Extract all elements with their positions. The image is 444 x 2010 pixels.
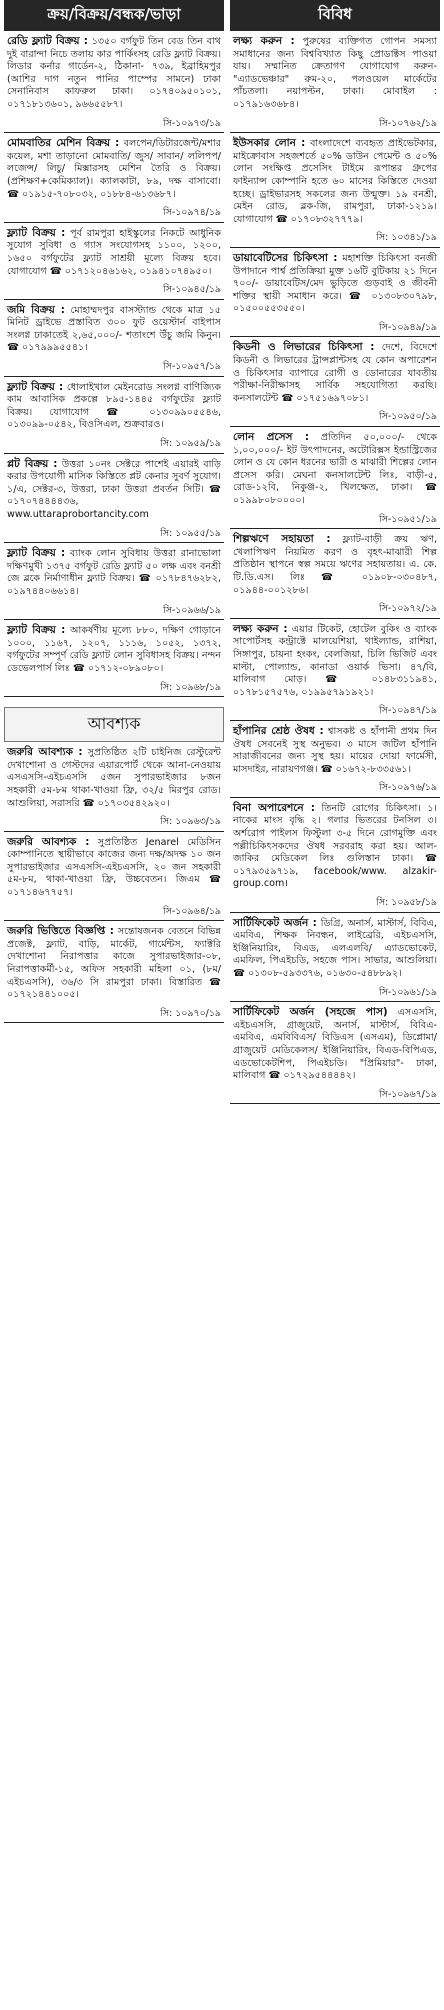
misc-ads	[230, 31, 440, 1104]
wanted-section	[4, 707, 224, 1023]
ad-body: মহাশক্তি চিকিৎসা বনজী উপাদানে পার্শ্ব প্রতিক্রিয়া মুক্ত ১৬টি বুটিকায় ২১ দিনে ৭০০/- ডায়াবেটিস/মেদ ভুড়িতে গুড়বাই ও জীবনী শক্তির স্থায়ী সমাধান করে। ☎ ০১৩০৮৩০৭৯৮, ০১৫০০৫৫৩৫৫০।	[233, 252, 437, 315]
ad-body: পূর্ব রামপুরা হাইস্কুলের নিকটে আধুনিক সুযোগ সুবিধা ও গ্যাস সংযোগসহ ১১০০, ১২০০, ১৬৫০ বর্গফুটের ফ্ল্যাট সাশ্রয়ী মূল্যে বিক্রয় হবে। যোগাযোগ ☎ ০১৭১২০৪৬১৬২, ০১৯৪১০৭৪৯৫০।	[7, 227, 221, 277]
ad-title: জমি বিক্রয় :	[7, 303, 65, 316]
classified-ad	[4, 832, 224, 922]
ad-body: মোহাম্মদপুর বাসস্ট্যান্ড থেকে মাত্র ১৫ মিনিট ড্রাইভে প্রস্তাবিত ৩০০ ফুট ওয়েস্টার্ন বাইপাস সংলগ্ন ঢাকাতেই ২,৬৫,০০০/- শতাংশে উঁচু জমি কিনুন। ☎ ০১৭৯৯৯৫৫৪১।	[7, 304, 221, 354]
classified-ad	[4, 223, 224, 300]
ad-body: দেশে, বিদেশে কিডনী ও লিভারের ট্রান্সপ্লান্টসহ যে কোন অপারেশন ও চিকিৎসার ব্যাপারে রোগী ও ডোনারের যাবতীয় পরীক্ষা-নিরীক্ষাসহ সার্বিক সহযোগিতা করছি। কনসালটেন্ট ☎ ০১৭৫১৬৯৭০৮১।	[233, 342, 437, 404]
ad-reference: সি-১০৯৪৫/১৯	[162, 284, 221, 296]
ad-title: ফ্ল্যাট বিক্রয় :	[7, 226, 66, 239]
ad-reference: সি: ১০৯৬৩/১৯	[160, 816, 221, 828]
classified-ad	[230, 337, 440, 427]
classified-ad	[4, 543, 224, 620]
ad-title: রেডি ফ্ল্যাট বিক্রয় :	[7, 35, 88, 47]
classified-ad	[230, 133, 440, 248]
ad-body: বলপেন/ডিটারজেন্ট/মশার কয়েল, মশা তাড়ানো মোমবাতি/ জুস/ সাবান/ ললিপপ/লজেন্স/ লিচু/ মিক্সারসহ মেশিন তৈরি ও বিক্রয়। (প্রশিক্ষণ+কেমিক্যাল)। ক্যালকাটা, ৮৯, দক্ষ বাসাবো। ☎ ০১৯১৫-৭০৮০৩২, ০১৮৮৪-৬১৩৬৮৭।	[7, 138, 221, 200]
classified-ad	[4, 921, 224, 1023]
ad-title: লোন প্রসেস :	[233, 431, 309, 444]
ad-title: সার্টিফিকেট অর্জন (সহজে পাস)	[233, 1006, 388, 1019]
ad-title: ফ্ল্যাট বিক্রয় :	[7, 380, 64, 393]
ad-body: ব্যাংক লোন সুবিধায় উত্তরা রানাভোলা দক্ষিণমুখী ১৩৭৫ বর্গফুট রেডি ফ্ল্যাট ৫০ লক্ষ এবং বনশ্রী জে ব্লকে নির্মাণাধীন ফ্ল্যাট বিক্রয়। ☎ ০১৭৮৪৭৬২৮২, ০১৯৭৪৪০৬৬১৪।	[7, 548, 221, 597]
classified-ad	[230, 427, 440, 529]
ad-title: কিডনী ও লিভারের চিকিৎসা :	[233, 341, 375, 354]
classified-ad	[4, 377, 224, 454]
misc-header: বিবিধ	[230, 0, 440, 31]
ad-reference: সি: ১০৩৪১/১৯	[376, 232, 437, 244]
ad-body: ধোলাইখাল মেইনরোড সংলগ্ন বাণিজ্যিক কাম আবাসিক প্রকল্পে ৮৯৫-১৪৪৫ বর্গফুটের ফ্ল্যাট বিক্রয়। যোগাযোগ ☎ ০১৩০৯৯০৫৫৪৬, ০১৩০৯৯-০৫৪২, বিওসিএল, শুক্রবারও।	[7, 381, 221, 431]
classified-ad	[230, 798, 440, 913]
classified-ad	[230, 529, 440, 619]
ad-reference: সি: ১০৯৫৮/১৯	[376, 897, 437, 909]
ad-body: তিনটি রোগের চিকিৎসা। ১। নাকের মাংস বৃদ্ধি ২। গলার ভিতরের টনসিল ৩। অর্শরোগ পাইলস ফিস্টুলা ৩-৫ দিনে রোগমুক্তি এবং পল্লীচিকিৎসকদের ঔষধ সরবরাহ করা হয়। আল-জাকির মেডিকেল লিঃ গুলিস্তান ঢাকা। ☎ ০১৭৯৩৫৯৭১৯, facebook/www. alzakir-group.com।	[233, 802, 437, 890]
ad-reference: সি-১০৭৬২/১৯	[378, 117, 437, 129]
ad-reference: সি: ১০৯৫৯/১৯	[160, 438, 221, 450]
ad-body: প্রতিদিন ৫০,০০০/- থেকে ১,০০,০০০/- ইট উৎপাদনের, অটোরিক্সস ইন্ডাস্ট্রিজের লোন ও যে কোন ধরনের ভারী ও মাঝারী শিল্পের লোন প্রসেস করি। মেঘনা কনসালটেন্ট লিঃ, বাড়ী-৫, রোড-১২বি, নিকুঞ্জ-২, খিলক্ষেত, ঢাকা। ☎ ০১৯৯৮০৮০০০০।	[233, 432, 437, 506]
classified-ad	[4, 133, 224, 223]
ad-reference: সি-১০৯৬১/১৯	[378, 986, 437, 998]
ad-reference: সি: ১০৯৫৫/১৯	[160, 527, 221, 539]
ad-body: ফ্ল্যাট-বাড়ী ক্রয় ঋণ, খেলাপিঋণ নিয়মিত করণ ও বৃহৎ-মাঝারী শিল্প প্রতিষ্ঠান স্থাপনে স্বল্প সময়ে ঋণের সহায়তায়। এ. কে. টি.ডি.এস। লিঃ ☎ ০১৯০৮-০৩০৪৮৭, ০১৯৪৪-০০১২৮৬।	[233, 534, 437, 596]
ad-reference: সি-১০৯৪৯/১৯	[378, 321, 437, 333]
ad-body: শ্বাসকষ্ট ও হাঁপানী প্রথম দিন ঔষধ সেবনেই সুস্থ অনুভব। ৩ মাসে জটিল হাঁপানি সারাজীবনের জন্য সুস্থ হয়। মায়ের দোয়া ফার্মেসী, মাসদাইর, নারায়ণগঞ্জ। ☎ ০১৬৭২-৮৩৩৫৬১।	[233, 725, 437, 775]
ad-title: জরুরি আবশ্যক :	[7, 746, 83, 759]
ad-body: সুপ্রতিষ্ঠিত Jenarel মেডিসিন কোম্পানিতে স্থায়ীভাবে কাজের জন্য দক্ষ/অদক্ষ ১০ জন সুপারভাইজার এসএসসি-এইচএসসি, ২০ জন সহকারী ৫ম-৮ম, থাকা-খাওয়া ফ্রি, উচ্চবেতন। জিএম ☎ ০১৭১৪৬৭৭৫৭।	[7, 836, 221, 899]
ad-title: লক্ষ্য করুন :	[233, 622, 288, 635]
classified-ad	[4, 454, 224, 544]
ad-reference: সি-১০৯৬৭/১৯	[378, 1088, 437, 1100]
right-column	[230, 0, 440, 1104]
classified-ad	[230, 31, 440, 133]
buy-sell-ads	[4, 31, 224, 697]
classified-ad	[4, 620, 224, 697]
classified-ad	[230, 1002, 440, 1104]
classified-ad	[230, 721, 440, 798]
ad-title: হাঁপানির শ্রেষ্ঠ ঔষধ :	[233, 724, 324, 737]
wanted-ads	[4, 742, 224, 1023]
ad-body: এয়ার টিকেট, হোটেল বুকিং ও ব্যাংক সাপোর্টসহ কন্ট্রাক্টে মালয়েশিয়া, থাইল্যান্ড, রাশিয়া, সিঙ্গাপুর, চায়না হংকং, বেলজিয়া, চিলি ভিজিট এবং মাল্টা, পোল্যান্ড, কানাডা ওয়ার্ক ভিসা। ৪৭/বি, মালিবাগ মোড়। ☎ ০১৪৮৩১১৯৪১, ০১৭৮১৫৭৫৭৬, ০১৯৯৫৭৯১৯২১।	[233, 623, 437, 698]
ad-reference: সি-১০৯৫০/১৯	[378, 411, 437, 423]
ad-body: এসএসসি, এইচএসসি, গ্রাজুয়েট, অনার্স, মাস্টার্স, বিবিএ-এমবিএ, এমবিবিএস/ বিডিএস (এসএম), ডিপ্লোমা/ গ্রাজুয়েট মেডিকেলস/ ইঞ্জিনিয়ারিং, বিএড-বিপিএড, এডভোকেটশিপ, পিএইচডি। "প্রিমিয়ার"- ঢাকা, মালিবাগ ☎ ০১৭২৯৫৪৪৪৪২।	[233, 1007, 437, 1082]
ad-body: উত্তরা ১০নং সেক্টরে পাশেই এয়ারই বাড়ি করার উপযোগী মাসিক কিস্তিতে প্লট কেনার সুবর্ণ সুযোগ। ১/এ, সেক্টর-৩, উত্তরা, ঢাকা উত্তরা প্রবর্তন সিটি। ☎ ০১৭০৭৪৪৪৪৩৬, www.uttaraprobortancity.com	[7, 458, 221, 520]
ad-title: প্লট বিক্রয় :	[7, 457, 58, 470]
ad-title: জরুরি ভিত্তিতে বিজ্ঞপ্তি :	[7, 925, 114, 938]
ad-reference: সি-১০৯৫৭/১৯	[162, 361, 221, 373]
ad-body: ১৩৫০ বর্গফুট তিন বেড তিন বাথ দুই বারান্দা নিচে তলায় কার পার্কিংসহ রেডি ফ্ল্যাট বিক্রয়। লিডার কর্নার গার্ডেন-২, ঠিকানা- ৭৩৯, ইব্রাহিমপুর (আশির দাগ নতুন পানির পাম্পের সামনে) ঢাকা সেনানিবাস কাফরুল ঢাকা। ০১৭৪০৯৫০১০১, ০১৭১৮১৩৬০১, ৯৬৬৫৫৮৭।	[7, 36, 221, 110]
classified-ad	[4, 300, 224, 377]
ad-title: জরুরি আবশ্যক :	[7, 835, 90, 848]
ad-reference: সি-১০৯৬৬/১৯	[162, 604, 221, 616]
left-column	[4, 0, 224, 1023]
classified-ad	[4, 31, 224, 133]
ad-reference: সি-১০৯৭৬/১৯	[378, 782, 437, 794]
ad-title: বিনা অপারেশনে :	[233, 801, 315, 814]
classified-ad	[230, 248, 440, 338]
classified-ad	[230, 913, 440, 1003]
ad-title: ফ্ল্যাট বিক্রয় :	[7, 624, 66, 637]
ad-reference: সি: ১০৯৬৮/১৯	[160, 681, 221, 693]
ad-reference: সি-১০৯৭৪/১৯	[162, 207, 221, 219]
misc-section	[230, 0, 440, 1104]
ad-title: শিল্পঋণে সহায়তা :	[233, 533, 331, 546]
classified-ad	[230, 619, 440, 721]
classified-ad	[4, 742, 224, 832]
ad-reference: সি-১০৯৭২/১৯	[378, 603, 437, 615]
ad-reference: সি-১০৯৫১/১৯	[378, 513, 437, 525]
ad-title: ফ্ল্যাট বিক্রয় :	[7, 547, 66, 560]
ad-title: ইউসকার লোন :	[233, 137, 306, 150]
ad-title: মোমবাতির মেশিন বিক্রয় :	[7, 137, 120, 150]
ad-title: সার্টিফিকেট অর্জন :	[233, 916, 317, 929]
buy-sell-section	[4, 0, 224, 697]
wanted-header: আবশ্যক	[4, 707, 224, 742]
ad-reference: সি: ১০৯৭০/১৯	[160, 1007, 221, 1019]
ad-body: বাংলাদেশে ব্যবহৃত প্রাইভেটকার, মাইক্রোবাস সহজশর্তে ৫০% ডাউন পেমেন্ট ও ৫০% লোন সংক্ষিপ্ত প্রসেসিং টাইমে রূপান্তর গ্রুপের ফাইন্যান্স কোম্পানি হতে ৬০ মাসের কিস্তিতে দেওয়া হচ্ছে। ড্রাইভারসহ সকলের জন্য উন্মুক্ত। ১৯ বনশ্রী, মেইন রোড, ব্লক-জি, রামপুরা, ঢাকা-১২১৯। যোগাযোগ ☎ ০১৭০৮৩২৭৭৭৯।	[233, 138, 437, 225]
ad-reference: সি-১০৯৬৪/১৯	[162, 905, 221, 917]
ad-reference: সি-১০৯৭৩/১৯	[162, 117, 221, 129]
ad-reference: সি-১০৯৪৭/১৯	[378, 705, 437, 717]
ad-body: সন্তোষজনক বেতনে বিভিন্ন প্রজেক্ট, ফ্ল্যাট, বাড়ি, মার্কেট, গার্মেন্টস, ফ্যাক্টরি দেখাশোনা নিরাপত্তার কাজে সুপারভাইজার-০৮, নিরাপত্তাকর্মী-১৫, অফিস সহকারী মহিলা ০১, (৮ম/এইচএসসি), ৩৬/৩ সি রামপুরা ঢাকা। বিস্তারিত ☎ ০১৭২১৪৪১০০৫।	[7, 926, 221, 1001]
ad-body: পুরুষের ব্যক্তিগত গোপন সমস্যা সমাধানের জন্য বিশ্ববিখ্যাত কিছু প্রোডাক্টস পাওয়া যায়। সম্মানিত ক্রেতাগণ যোগাযোগ করুন- "এ্যাডভেঞ্চার" রুম-২০, পলওয়েল মার্কেটের পাঁচতলা। নয়াপল্টন, ঢাকা। মোবাইল : ০১৭৯১৬৩৬৮৪।	[233, 36, 437, 110]
ad-body: আকর্ষণীয় মূল্যে ৮৮০, দক্ষিণ গোড়ানে ১০০০, ১১৬৭, ১২০৭, ১১১৬, ১০৫২, ১৩৭২, বর্গফুটের সম্পূর্ণ রেডি ফ্ল্যাট লোন সুবিধাসহ বিক্রয়। নন্দন ডেভেলপার্স লিঃ ☎ ০১৭১২-০৮৯০৮০।	[7, 625, 221, 674]
ad-title: লক্ষ্য করুন :	[233, 35, 295, 47]
ad-body: ডিগ্রি, অনার্স, মাস্টার্স, বিবিএ, এমবিএ, শিক্ষক নিবন্ধন, লাইব্রেরি, এইচএসসি, ইঞ্জিনিয়ারিং, বিএড, এলএলবি/ এ্যাডভোকেট, এমফিল, পিএইচডি, সহজে পাস। সাভার, আশুলিয়া। ☎ ০১৩০৮-৫৯৩৩৭৬, ০১৬৩০-৫৪৮৮৯২।	[233, 917, 437, 979]
ad-title: ডায়াবেটিসের চিকিৎসা :	[233, 251, 338, 264]
buy-sell-header: ক্রয়/বিক্রয়/বন্ধক/ভাড়া	[4, 0, 224, 31]
ad-body: সুপ্রতিষ্ঠিত ২টি চাইনিজ রেস্টুরেন্ট দেখাশোনা ও গেস্টদের এয়ারপোর্ট থেকে আনা-নেওয়ায় এসএসসি-এইচএসসি ৫জন সুপারভাইজার ৮জন সহকারী ৫ম-৮ম থাকা-খাওয়া ফ্রি, ৩২/৫ মিরপুর রোড। আশুলিয়া, সরাসরি ☎ ০১৭০৩৫৪২৯২০।	[7, 747, 221, 809]
